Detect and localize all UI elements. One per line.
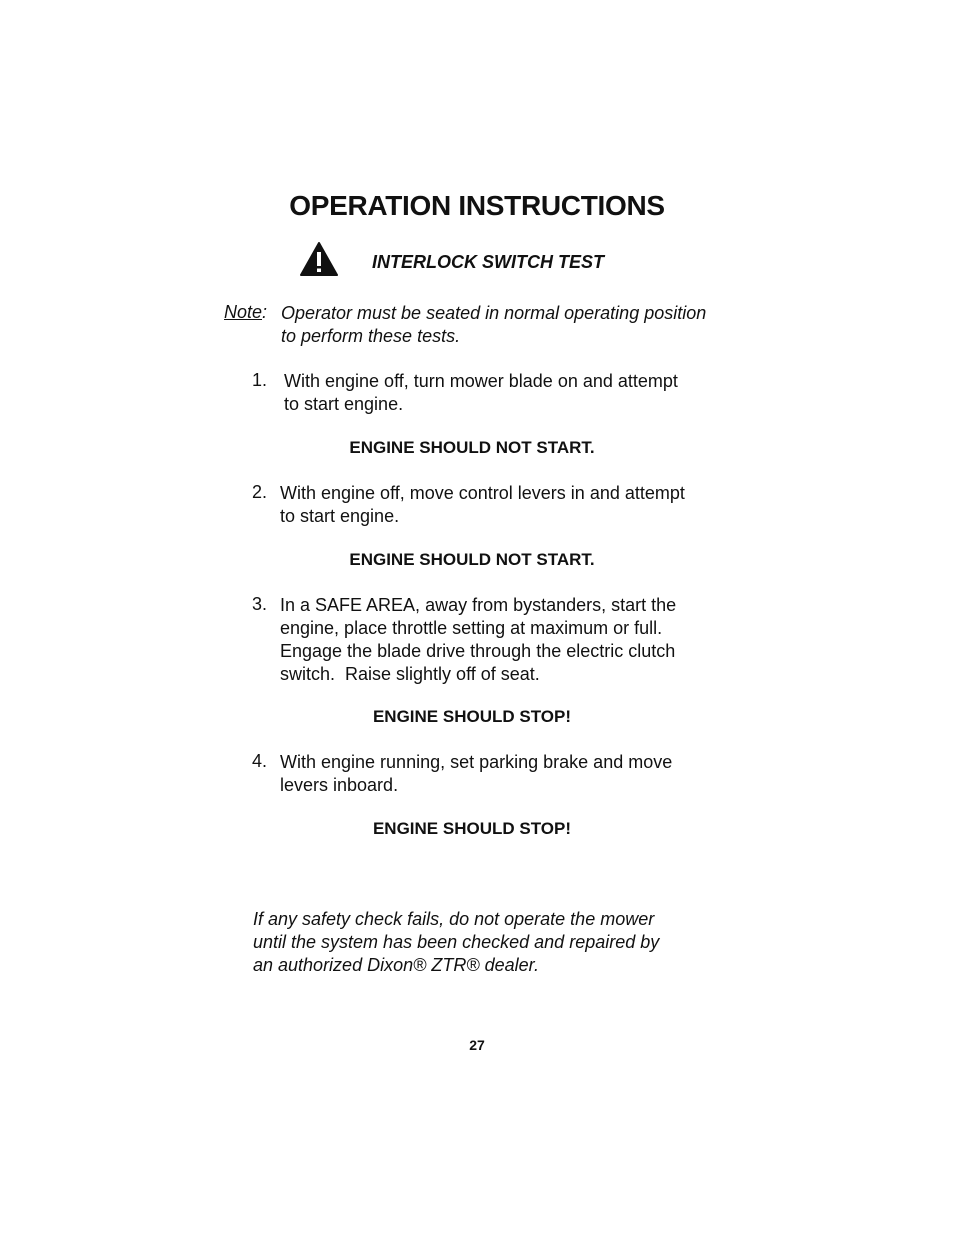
page-number: 27: [469, 1037, 485, 1053]
step-line: With engine off, move control levers in and attempt: [280, 483, 685, 503]
step-result: ENGINE SHOULD NOT START.: [349, 550, 595, 569]
step-number: 2.: [252, 482, 268, 502]
closing-line: If any safety check fails, do not operate the mower: [253, 909, 655, 929]
note-line: to perform these tests.: [281, 326, 461, 346]
step-result: ENGINE SHOULD NOT START.: [349, 438, 595, 457]
note-colon: :: [262, 302, 268, 322]
step-number: 4.: [252, 751, 268, 771]
page-title: OPERATION INSTRUCTIONS: [289, 190, 665, 221]
warning-triangle-icon: [299, 241, 339, 277]
step-line: to start engine.: [284, 394, 404, 414]
step-text: [280, 751, 672, 797]
step-result: ENGINE SHOULD STOP!: [372, 707, 572, 726]
step-line: levers inboard.: [280, 775, 399, 795]
closing-line: until the system has been checked and repaired by: [253, 932, 660, 952]
note-label: [224, 302, 267, 323]
step-line: switch. Raise slightly off of seat.: [280, 664, 540, 684]
closing-line: an authorized Dixon® ZTR® dealer.: [253, 955, 539, 975]
step-result: ENGINE SHOULD STOP!: [372, 819, 572, 838]
step-line: With engine running, set parking brake and move: [280, 752, 673, 772]
step-line: With engine off, turn mower blade on and attempt: [284, 371, 678, 391]
closing-warning: [253, 908, 659, 977]
step-text: [280, 482, 685, 528]
step-line: In a SAFE AREA, away from bystanders, start the: [280, 595, 677, 615]
step-line: Engage the blade drive through the electric clutch: [280, 641, 676, 661]
step-number: 3.: [252, 594, 268, 614]
note-line: Operator must be seated in normal operating position: [281, 303, 707, 323]
step-number: 1.: [252, 370, 268, 390]
step-line: to start engine.: [280, 506, 400, 526]
step-line: engine, place throttle setting at maximum or full.: [280, 618, 663, 638]
section-title: INTERLOCK SWITCH TEST: [372, 252, 604, 272]
note-label-text: Note: [224, 302, 263, 322]
step-text: [280, 594, 676, 686]
note-text: [281, 302, 706, 348]
step-text: [284, 370, 678, 416]
